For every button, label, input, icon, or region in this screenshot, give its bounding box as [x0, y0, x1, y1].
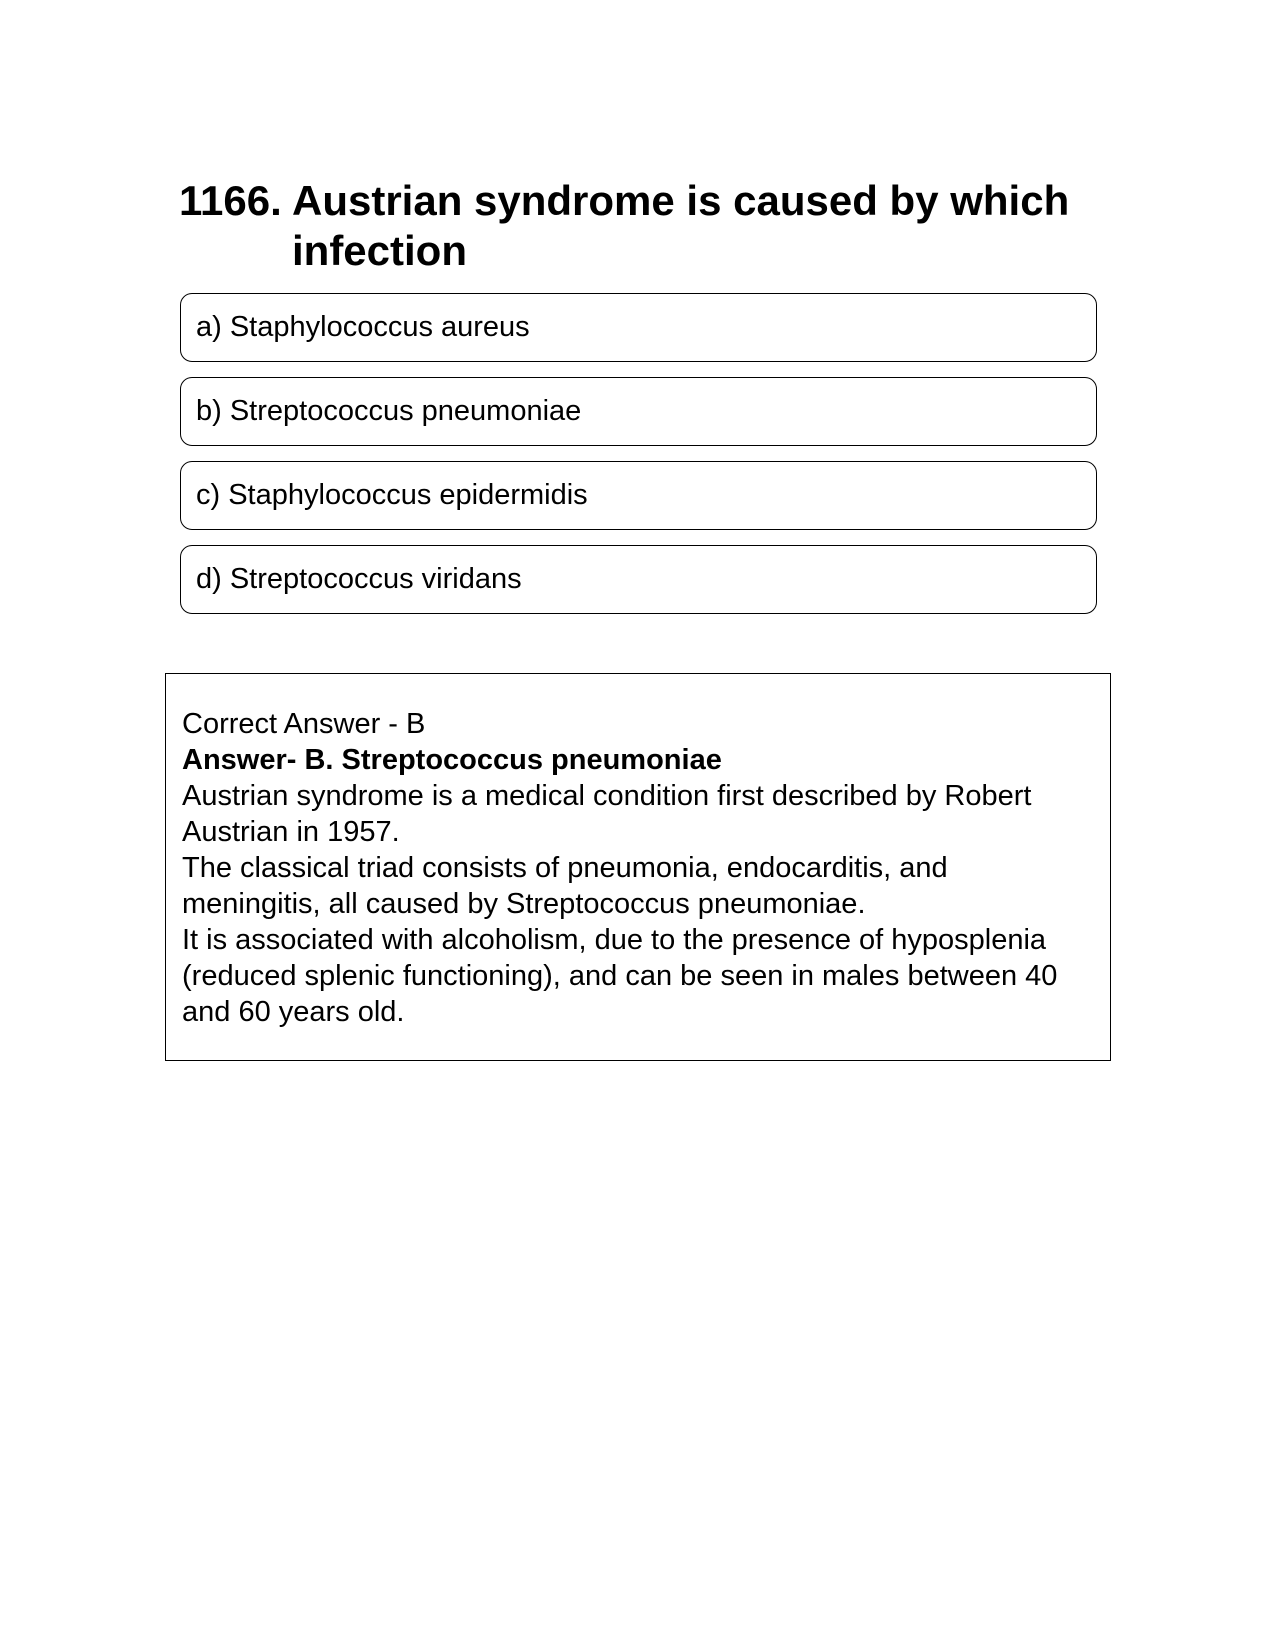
explanation-paragraph: The classical triad consists of pneumonia, endocarditis, and meningitis, all caused by Streptococcus pneumoniae. [182, 852, 948, 920]
correct-answer: Correct Answer - B [182, 708, 426, 740]
question-heading [179, 176, 1099, 276]
option-d[interactable] [180, 545, 1097, 614]
option-c-label: c) Staphylococcus epidermidis [196, 479, 588, 511]
option-b-label: b) Streptococcus pneumoniae [196, 395, 582, 427]
explanation-paragraph: It is associated with alcoholism, due to the presence of hyposplenia (reduced splenic functioning), and can be seen in males between 40 and 60 years old. [182, 924, 1058, 1028]
option-a-label: a) Staphylococcus aureus [196, 311, 530, 343]
option-a[interactable] [180, 293, 1097, 362]
question-text: Austrian syndrome is caused by which infection [292, 177, 1070, 274]
question-number: 1166. [179, 177, 282, 224]
option-d-label: d) Streptococcus viridans [196, 563, 522, 595]
answer-explanation-box [165, 673, 1111, 1061]
options-list [180, 293, 1097, 629]
explanation-paragraph: Austrian syndrome is a medical condition first described by Robert Austrian in 1957. [182, 780, 1032, 848]
option-c[interactable] [180, 461, 1097, 530]
answer-heading: Answer- B. Streptococcus pneumoniae [182, 744, 722, 776]
option-b[interactable] [180, 377, 1097, 446]
